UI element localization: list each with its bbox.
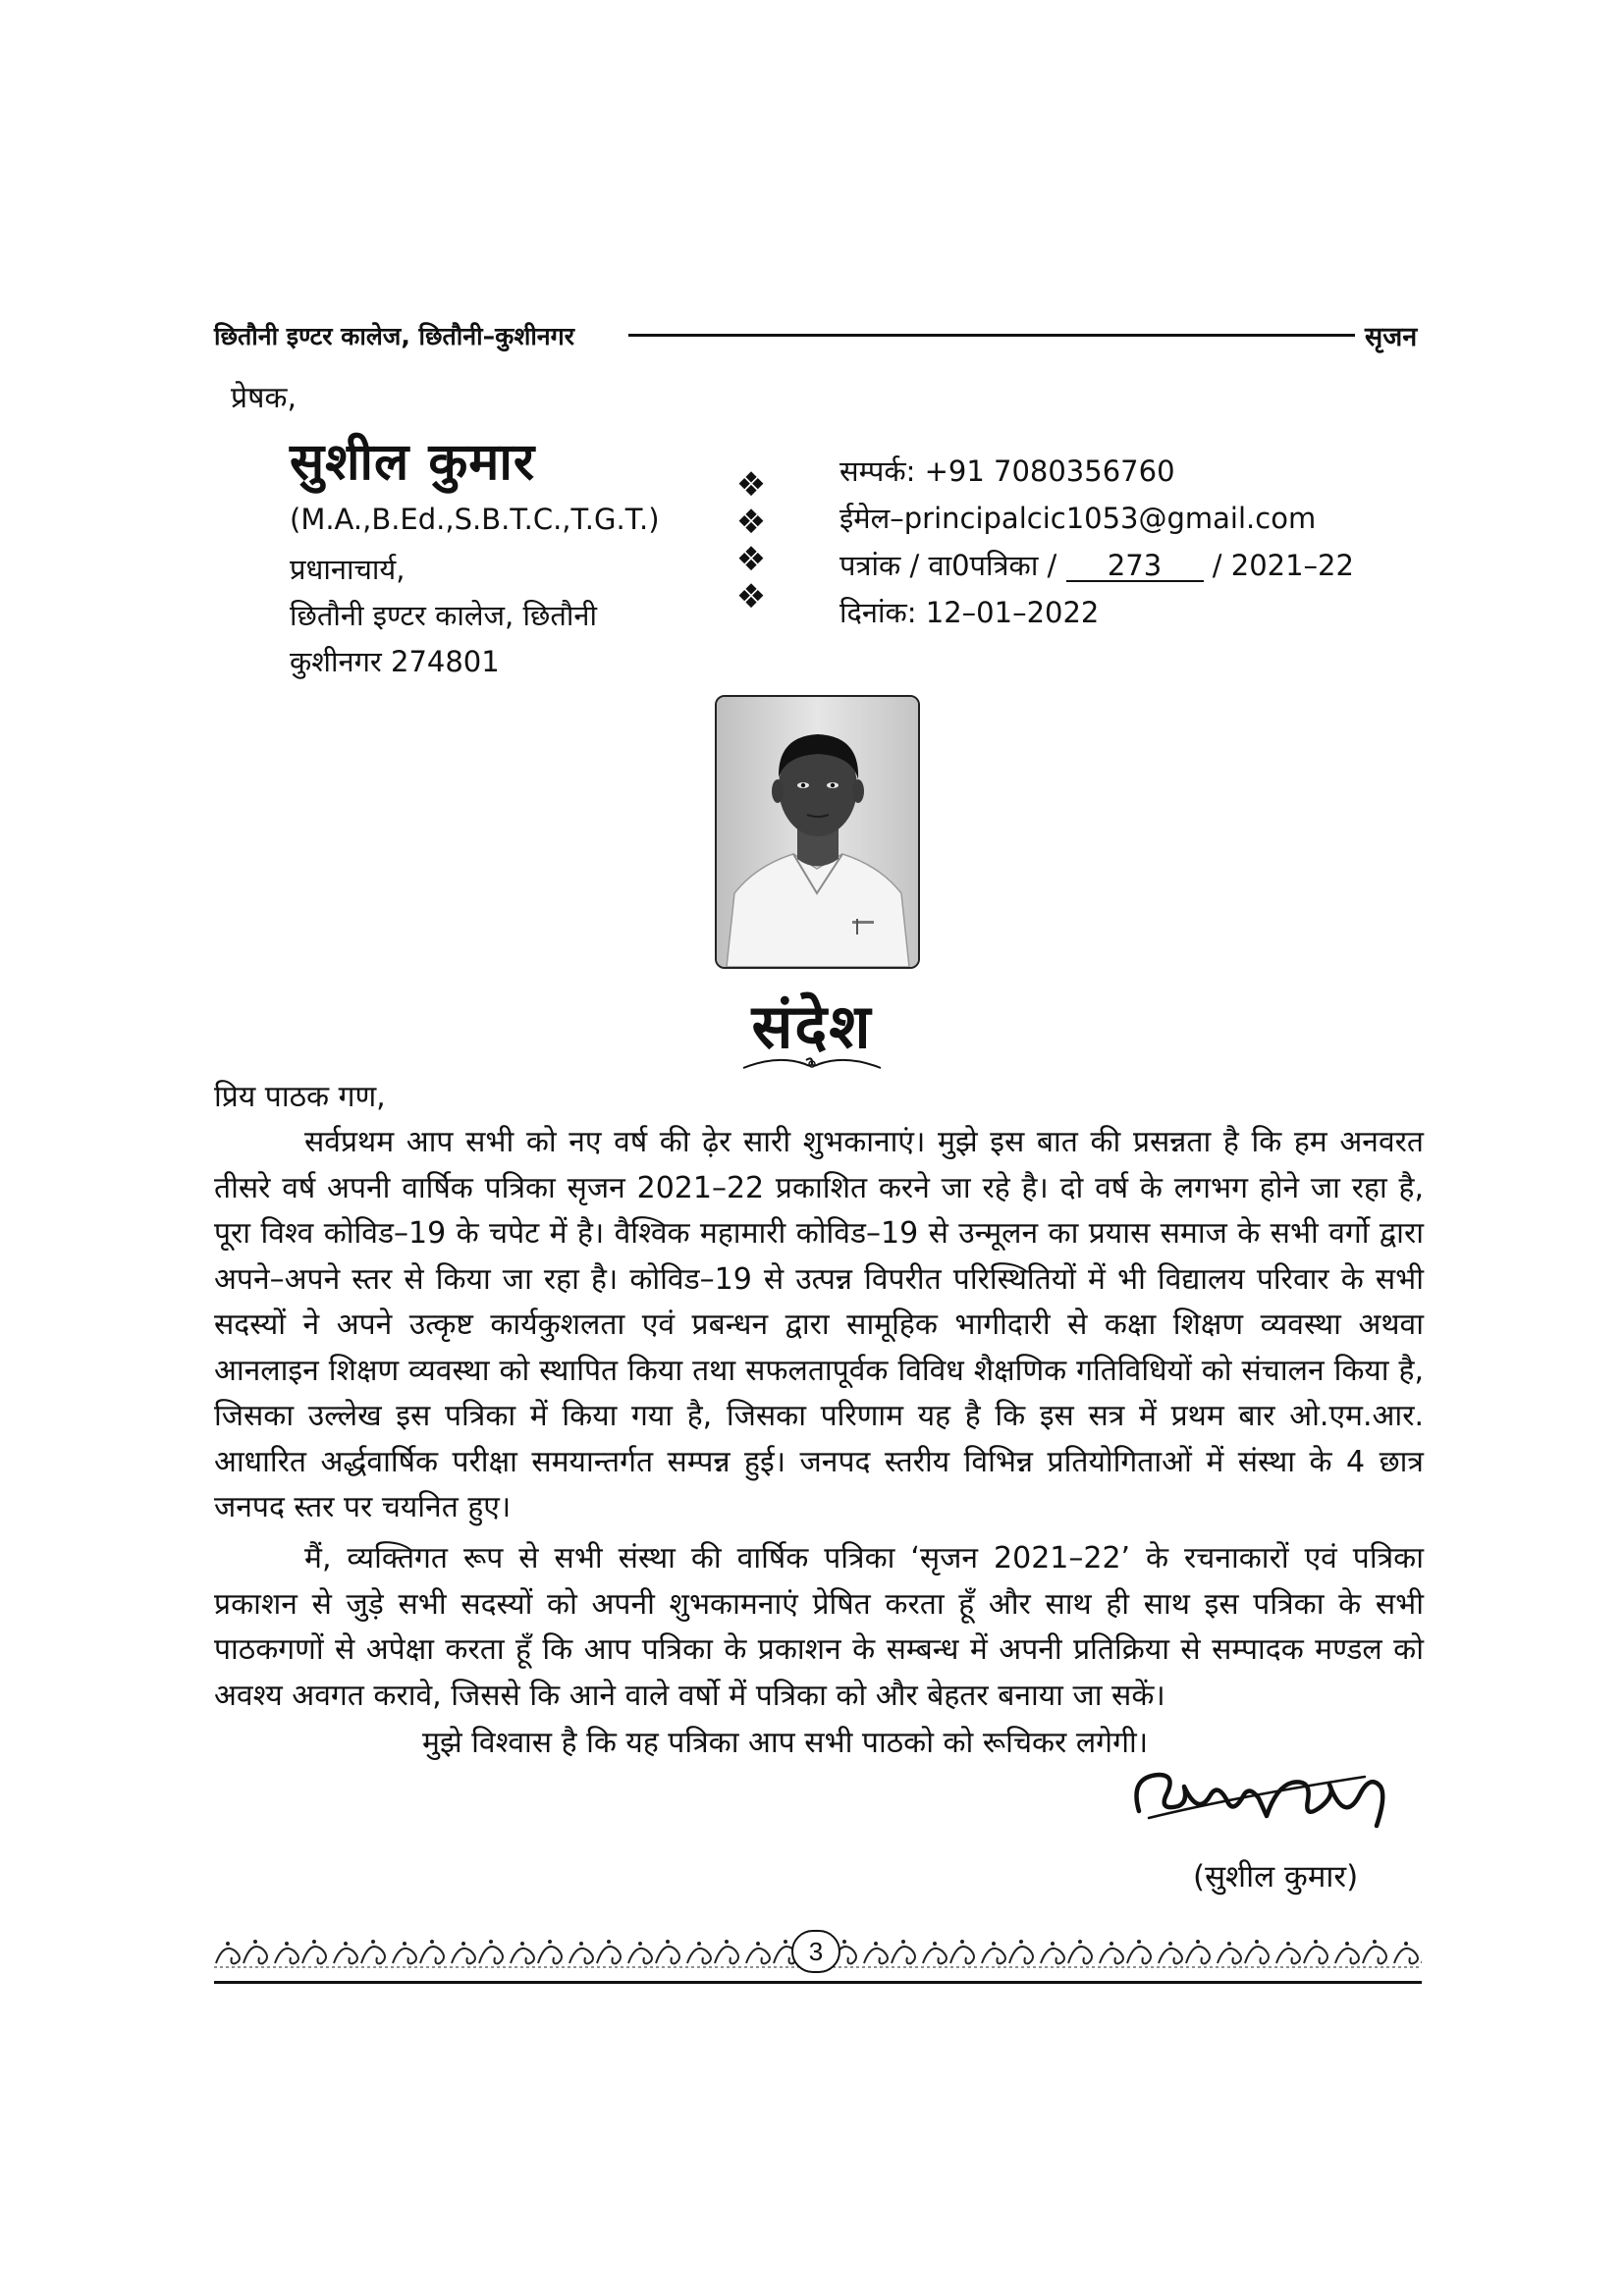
reference-prefix: पत्रांक / वा0पत्रिका / [839,549,1066,582]
diamond-separator [727,466,776,615]
message-title: संदेश [751,990,873,1062]
handwritten-signature [1119,1757,1414,1845]
contact-email: ईमेल–principalcic1053@gmail.com [839,502,1317,535]
sender-name: सुशील कुमार [290,433,536,492]
salutation: प्रिय पाठक गण, [214,1080,386,1114]
paragraph-1-text: सर्वप्रथम आप सभी को नए वर्ष की ढ़ेर सारी शुभकानाएं। मुझे इस बात की प्रसन्नता है कि हम अनवरत तीसरे वर्ष अपनी वार्षिक पत्रिका सृजन 2021–22 प्रकाशित करने जा रहे है। दो वर्ष के लगभग होने जा रहा है, पूरा विश्व कोविड–19 के चपेट में है। वैश्विक महामारी कोविड–19 से उन्मूलन का प्रयास समाज के सभी वर्गो द्वारा अपने–अपने स्तर से किया जा रहा है। कोविड–19 से उत्पन्न विपरीत परिस्थितियों में भी विद्यालय परिवार के सभी सदस्यों ने अपने उत्कृष्ट कार्यकुशलता एवं प्रबन्धन द्वारा सामूहिक भागीदारी से कक्षा शिक्षण व्यवस्था अथवा आनलाइन शिक्षण व्यवस्था को स्थापित किया तथा सफलतापूर्वक विविध शैक्षणिक गतिविधियों को संचालन किया है, जिसका उल्लेख इस पत्रिका में किया गया है, जिसका परिणाम यह है कि इस सत्र में प्रथम बार ओ.एम.आर. आधारित अर्द्धवार्षिक परीक्षा समयान्तर्गत सम्पन्न हुई। जनपद स्तरीय विभिन्न प्रतियोगिताओं में संस्था के 4 छात्र जनपद स्तर पर चयनित हुए। [214,1125,1424,1524]
diamond-ornament-icon: ❖ [735,503,767,542]
sender-qualifications: (M.A.,B.Ed.,S.B.T.C.,T.G.T.) [290,503,660,536]
header-rule [628,334,1355,337]
sender-designation: प्रधानाचार्य, [290,553,406,586]
page-number: 3 [791,1930,840,1973]
paragraph-2-text: मैं, व्यक्तिगत रूप से सभी संस्था की वार्षिक पत्रिका ‘सृजन 2021–22’ के रचनाकारों एवं पत्रिका प्रकाशन से जुड़े सभी सदस्यों को अपनी शुभकामनाएं प्रेषित करता हूँ और साथ ही साथ इस पत्रिका के सभी पाठकगणों से अपेक्षा करता हूँ कि आप पत्रिका के प्रकाशन के सम्बन्ध में अपनी प्रतिक्रिया से सम्पादक मण्डल को अवश्य अवगत करावे, जिससे कि आने वाले वर्षो में पत्रिका को और बेहतर बनाया जा सकें। [214,1541,1424,1713]
reference-suffix: / 2021–22 [1203,549,1354,582]
sender-institution: छितौनी इण्टर कालेज, छितौनी [290,599,597,632]
principal-photo [715,695,920,969]
signatory-name: (सुशील कुमार) [1193,1859,1359,1895]
diamond-ornament-icon: ❖ [735,577,767,616]
message-paragraph-2 [214,1536,1424,1719]
message-paragraph-1 [214,1120,1424,1531]
title-flourish-ornament [738,1052,886,1074]
contact-phone: सम्पर्क: +91 7080356760 [839,454,1175,488]
footer-rule [214,1981,1422,1984]
closing-line: मुझे विश्वास है कि यह पत्रिका आप सभी पाठको को रूचिकर लगेगी। [422,1726,1149,1760]
diamond-ornament-icon: ❖ [735,540,767,579]
reference-number: 273 [1066,551,1204,582]
diamond-ornament-icon: ❖ [735,465,767,505]
reference-line [839,546,1354,584]
running-header-institution: छितौनी इण्टर कालेज, छितौनी–कुशीनगर [214,322,574,350]
sender-label: प्रेषक, [231,381,297,415]
contact-date: दिनांक: 12–01–2022 [839,596,1100,629]
portrait-illustration [717,697,918,967]
sender-address: कुशीनगर 274801 [290,645,500,678]
running-header-magazine: सृजन [1365,322,1418,352]
